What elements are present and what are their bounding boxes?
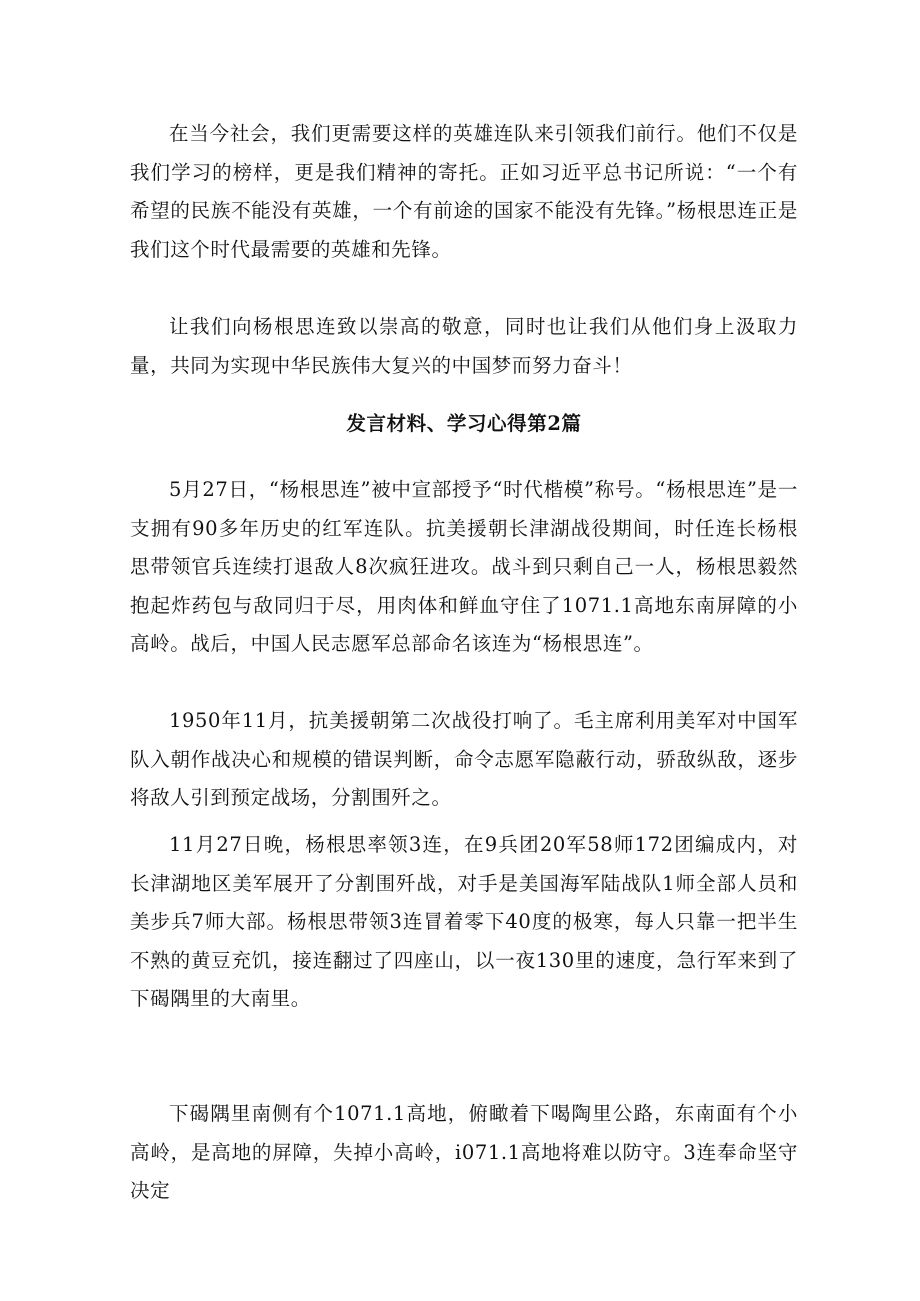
paragraph-tribute: 让我们向杨根思连致以崇高的敬意，同时也让我们从他们身上汲取力量，共同为实现中华民族伟大复兴的中国梦而努力奋斗！ — [130, 315, 798, 377]
paragraph-heroic-company: 在当今社会，我们更需要这样的英雄连队来引领我们前行。他们不仅是我们学习的榜样，更是我们精神的寄托。正如习近平总书记所说：“一个有希望的民族不能没有英雄，一个有前途的国家不能没有先锋。”杨根思连正是我们这个时代最需要的英雄和先锋。 — [130, 122, 798, 261]
paragraph-hill-1071: 下碣隅里南侧有个1071.1高地，俯瞰着下喝陶里公路，东南面有个小高岭，是高地的屏障，失掉小高岭，i071.1高地将难以防守。3连奉命坚守决定 — [130, 1102, 798, 1202]
paragraph-time-model: 5月27日，“杨根思连”被中宣部授予“时代楷模”称号。“杨根思连”是一支拥有90多年历史的红军连队。抗美援朝长津湖战役期间，时任连长杨根思带领官兵连续打退敌人8次疯狂进攻。战斗到只剩自己一人，杨根思毅然抱起炸药包与敌同归于尽，用肉体和鲜血守住了1071.1高地东南屏障的小高岭。战后，中国人民志愿军总部命名该连为“杨根思连”。 — [130, 478, 798, 655]
paragraph-second-campaign: 1950年11月，抗美援朝第二次战役打响了。毛主席利用美军对中国军队入朝作战决心和规模的错误判断，命令志愿军隐蔽行动，骄敌纵敌，逐步将敌人引到预定战场，分割围歼之。 — [130, 709, 798, 809]
section-heading: 发言材料、学习心得第2篇 — [346, 412, 582, 435]
paragraph-changjin-lake: 11月27日晚，杨根思率领3连，在9兵团20军58师172团编成内，对长津湖地区美军展开了分割围歼战，对手是美国海军陆战队1师全部人员和美步兵7师大部。杨根思带领3连冒着零下40度的极寒，每人只靠一把半生不熟的黄豆充饥，接连翻过了四座山，以一夜130里的速度，急行军来到了下碣隅里的大南里。 — [130, 833, 798, 1010]
